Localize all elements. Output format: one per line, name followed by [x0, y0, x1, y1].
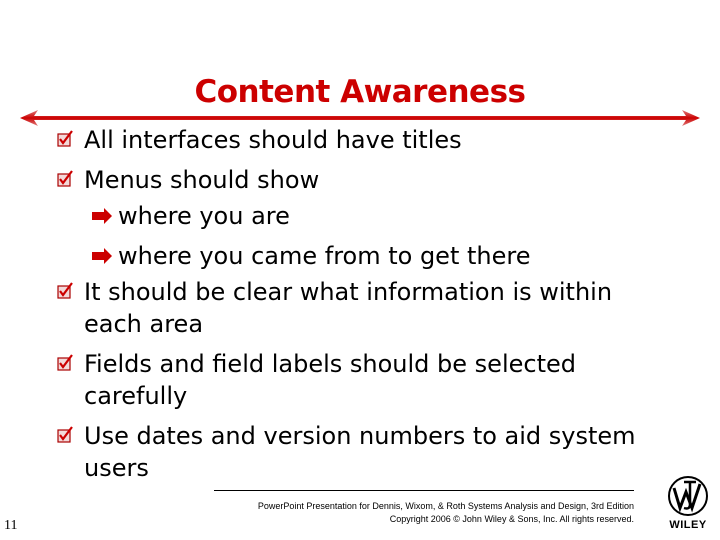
bullet-item: [56, 164, 676, 196]
bullet-item: [56, 124, 676, 156]
page-number: 11: [4, 518, 18, 533]
slide-title: Content Awareness: [194, 74, 526, 110]
checkbox-icon: [56, 426, 74, 444]
checkbox-icon: [56, 170, 74, 188]
bullet-text: All interfaces should have titles: [84, 126, 462, 154]
bullet-text: where you came from to get there: [118, 242, 531, 270]
footer-line-2: Copyright 2006 © John Wiley & Sons, Inc. All rights reserved.: [389, 514, 634, 524]
footer-credit: [214, 500, 634, 526]
bullet-item: [56, 276, 676, 340]
bullet-item: [56, 348, 676, 412]
bullet-text: Use dates and version numbers to aid system users: [84, 422, 636, 482]
footer-line-1: PowerPoint Presentation for Dennis, Wixom, & Roth Systems Analysis and Design, 3rd Edition: [257, 501, 634, 511]
checkbox-icon: [56, 130, 74, 148]
bullet-list: [56, 124, 676, 484]
wiley-logo-text: WILEY: [669, 519, 707, 531]
sub-bullet-item: [56, 196, 676, 236]
bullet-text: It should be clear what information is within each area: [84, 278, 613, 338]
bullet-text: Menus should show: [84, 166, 320, 194]
footer-divider: [214, 490, 634, 491]
bullet-text: Fields and field labels should be selected carefully: [84, 350, 576, 410]
bullet-item: [56, 420, 676, 484]
checkbox-icon: [56, 354, 74, 372]
bullet-text: where you are: [118, 202, 290, 230]
arrow-bullet-icon: [90, 206, 112, 224]
checkbox-icon: [56, 282, 74, 300]
sub-bullet-item: [56, 236, 676, 276]
arrow-bullet-icon: [90, 246, 112, 264]
